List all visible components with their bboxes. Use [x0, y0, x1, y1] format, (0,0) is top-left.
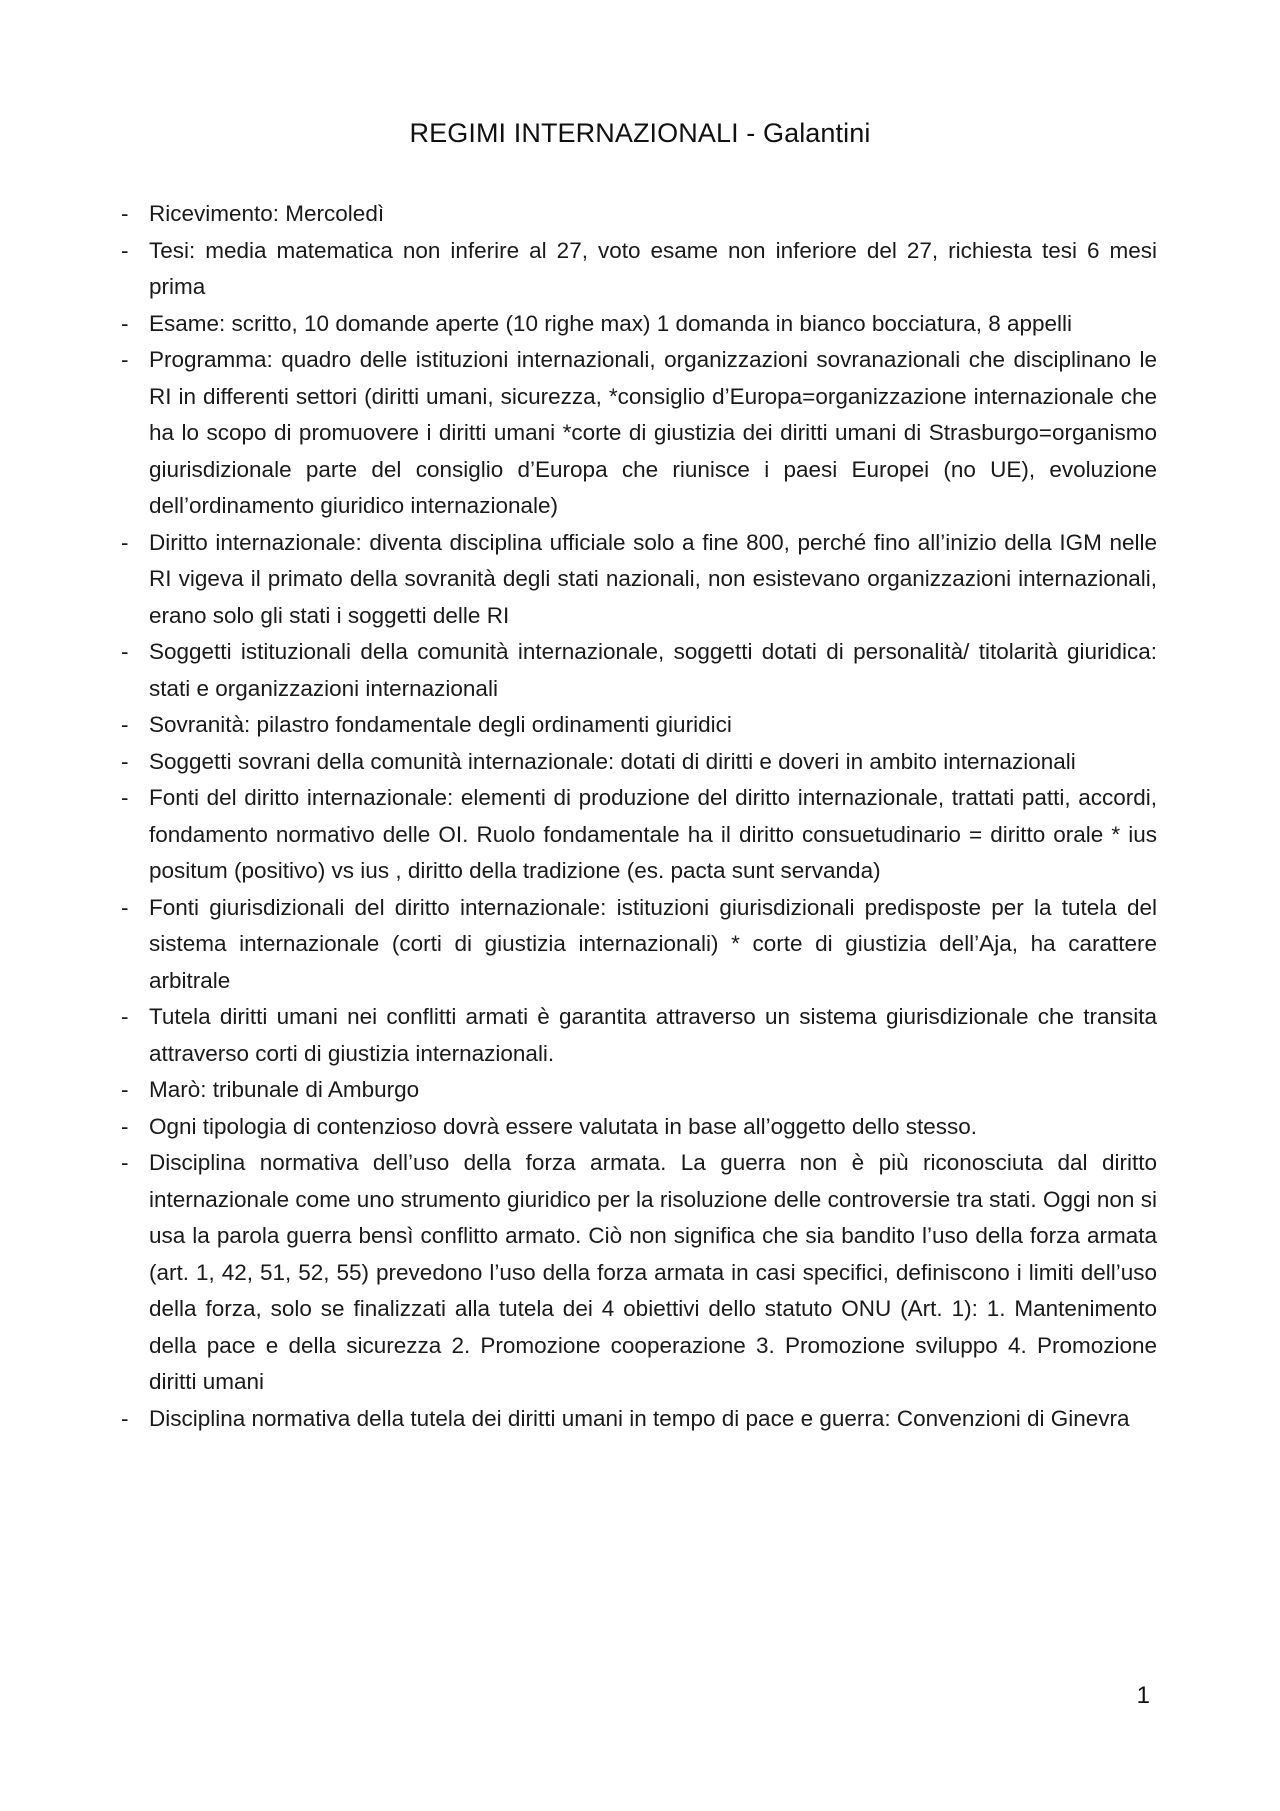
list-item [121, 196, 1157, 233]
bullet-dash: - [121, 785, 129, 810]
bullet-dash: - [121, 201, 129, 226]
bullet-dash: - [121, 1004, 129, 1029]
bullet-dash: - [121, 1077, 129, 1102]
notes-list [121, 196, 1157, 1437]
bullet-dash: - [121, 1405, 129, 1431]
list-item [121, 1401, 1157, 1438]
bullet-dash: - [121, 237, 129, 263]
list-item-text: Sovranità: pilastro fondamentale degli ordinamenti giuridici [149, 712, 732, 737]
list-item [121, 342, 1157, 525]
list-item-text: Programma: quadro delle istituzioni internazionali, organizzazioni sovranazionali che disciplinano le RI in differenti settori (diritti umani, sicurezza, *consiglio d’Europa=organizzazione internazionale che ha lo scopo di promuovere i diritti umani *corte di giustizia dei diritti umani di Strasburgo=organismo giurisdizionale parte del consiglio d’Europa che riunisce i paesi Europei (no UE), evoluzione dell’ordinamento giuridico internazionale) [149, 347, 1157, 518]
list-item [121, 634, 1157, 707]
list-item-text: Fonti giurisdizionali del diritto internazionale: istituzioni giurisdizionali predisposte per la tutela del sistema internazionale (corti di giustizia internazionali) * corte di giustizia dell’Aja, ha carattere arbitrale [149, 894, 1157, 993]
bullet-dash: - [121, 347, 129, 372]
list-item [121, 999, 1157, 1072]
list-item [121, 780, 1157, 890]
list-item [121, 525, 1157, 635]
list-item-text: Soggetti sovrani della comunità internazionale: dotati di diritti e doveri in ambito internazionali [149, 748, 1076, 774]
list-item [121, 744, 1157, 781]
list-item [121, 707, 1157, 744]
list-item-text: Ricevimento: Mercoledì [149, 201, 385, 226]
bullet-dash: - [121, 639, 129, 664]
list-item [121, 890, 1157, 1000]
bullet-dash: - [121, 748, 129, 774]
bullet-dash: - [121, 310, 129, 336]
list-item-text: Tutela diritti umani nei conflitti armati è garantita attraverso un sistema giurisdizionale che transita attraverso corti di giustizia internazionali. [149, 1004, 1157, 1066]
list-item-text: Ogni tipologia di contenzioso dovrà essere valutata in base all’oggetto dello stesso. [149, 1113, 978, 1139]
list-item-text: Soggetti istituzionali della comunità internazionale, soggetti dotati di personalità/ titolarità giuridica: stati e organizzazioni internazionali [149, 639, 1157, 701]
list-item-text: Fonti del diritto internazionale: elementi di produzione del diritto internazionale, trattati patti, accordi, fondamento normativo delle OI. Ruolo fondamentale ha il diritto consuetudinario = diritto orale * ius positum (positivo) vs ius , diritto della tradizione (es. pacta sunt servanda) [149, 785, 1157, 883]
list-item [121, 1145, 1157, 1401]
list-item-text: Disciplina normativa della tutela dei diritti umani in tempo di pace e guerra: Convenzioni di Ginevra [149, 1405, 1130, 1431]
bullet-dash: - [121, 712, 129, 737]
list-item [121, 233, 1157, 306]
bullet-dash: - [121, 1150, 129, 1175]
page-number: 1 [1136, 1682, 1150, 1709]
list-item [121, 306, 1157, 343]
list-item [121, 1072, 1157, 1109]
list-item-text: Marò: tribunale di Amburgo [149, 1077, 420, 1102]
bullet-dash: - [121, 529, 129, 555]
list-item-text: Esame: scritto, 10 domande aperte (10 righe max) 1 domanda in bianco bocciatura, 8 appelli [149, 310, 1073, 336]
list-item-text: Tesi: media matematica non inferire al 27, voto esame non inferiore del 27, richiesta tesi 6 mesi prima [149, 237, 1157, 299]
bullet-dash: - [121, 1113, 129, 1139]
list-item-text: Disciplina normativa dell’uso della forza armata. La guerra non è più riconosciuta dal diritto internazionale come uno strumento giuridico per la risoluzione delle controversie tra stati. Oggi non si usa la parola guerra bensì conflitto armato. Ciò non significa che sia bandito l’uso della forza armata (art. 1, 42, 51, 52, 55) prevedono l’uso della forza armata in casi specifici, definiscono i limiti dell’uso della forza, solo se finalizzati alla tutela dei 4 obiettivi dello statuto ONU (Art. 1): 1. Mantenimento della pace e della sicurezza 2. Promozione cooperazione 3. Promozione sviluppo 4. Promozione diritti umani [149, 1150, 1157, 1394]
list-item [121, 1109, 1157, 1146]
list-item-text: Diritto internazionale: diventa disciplina ufficiale solo a fine 800, perché fino all’inizio della IGM nelle RI vigeva il primato della sovranità degli stati nazionali, non esistevano organizzazioni internazionali, erano solo gli stati i soggetti delle RI [149, 529, 1157, 628]
document-title: REGIMI INTERNAZIONALI - Galantini [409, 118, 871, 148]
bullet-dash: - [121, 894, 129, 920]
